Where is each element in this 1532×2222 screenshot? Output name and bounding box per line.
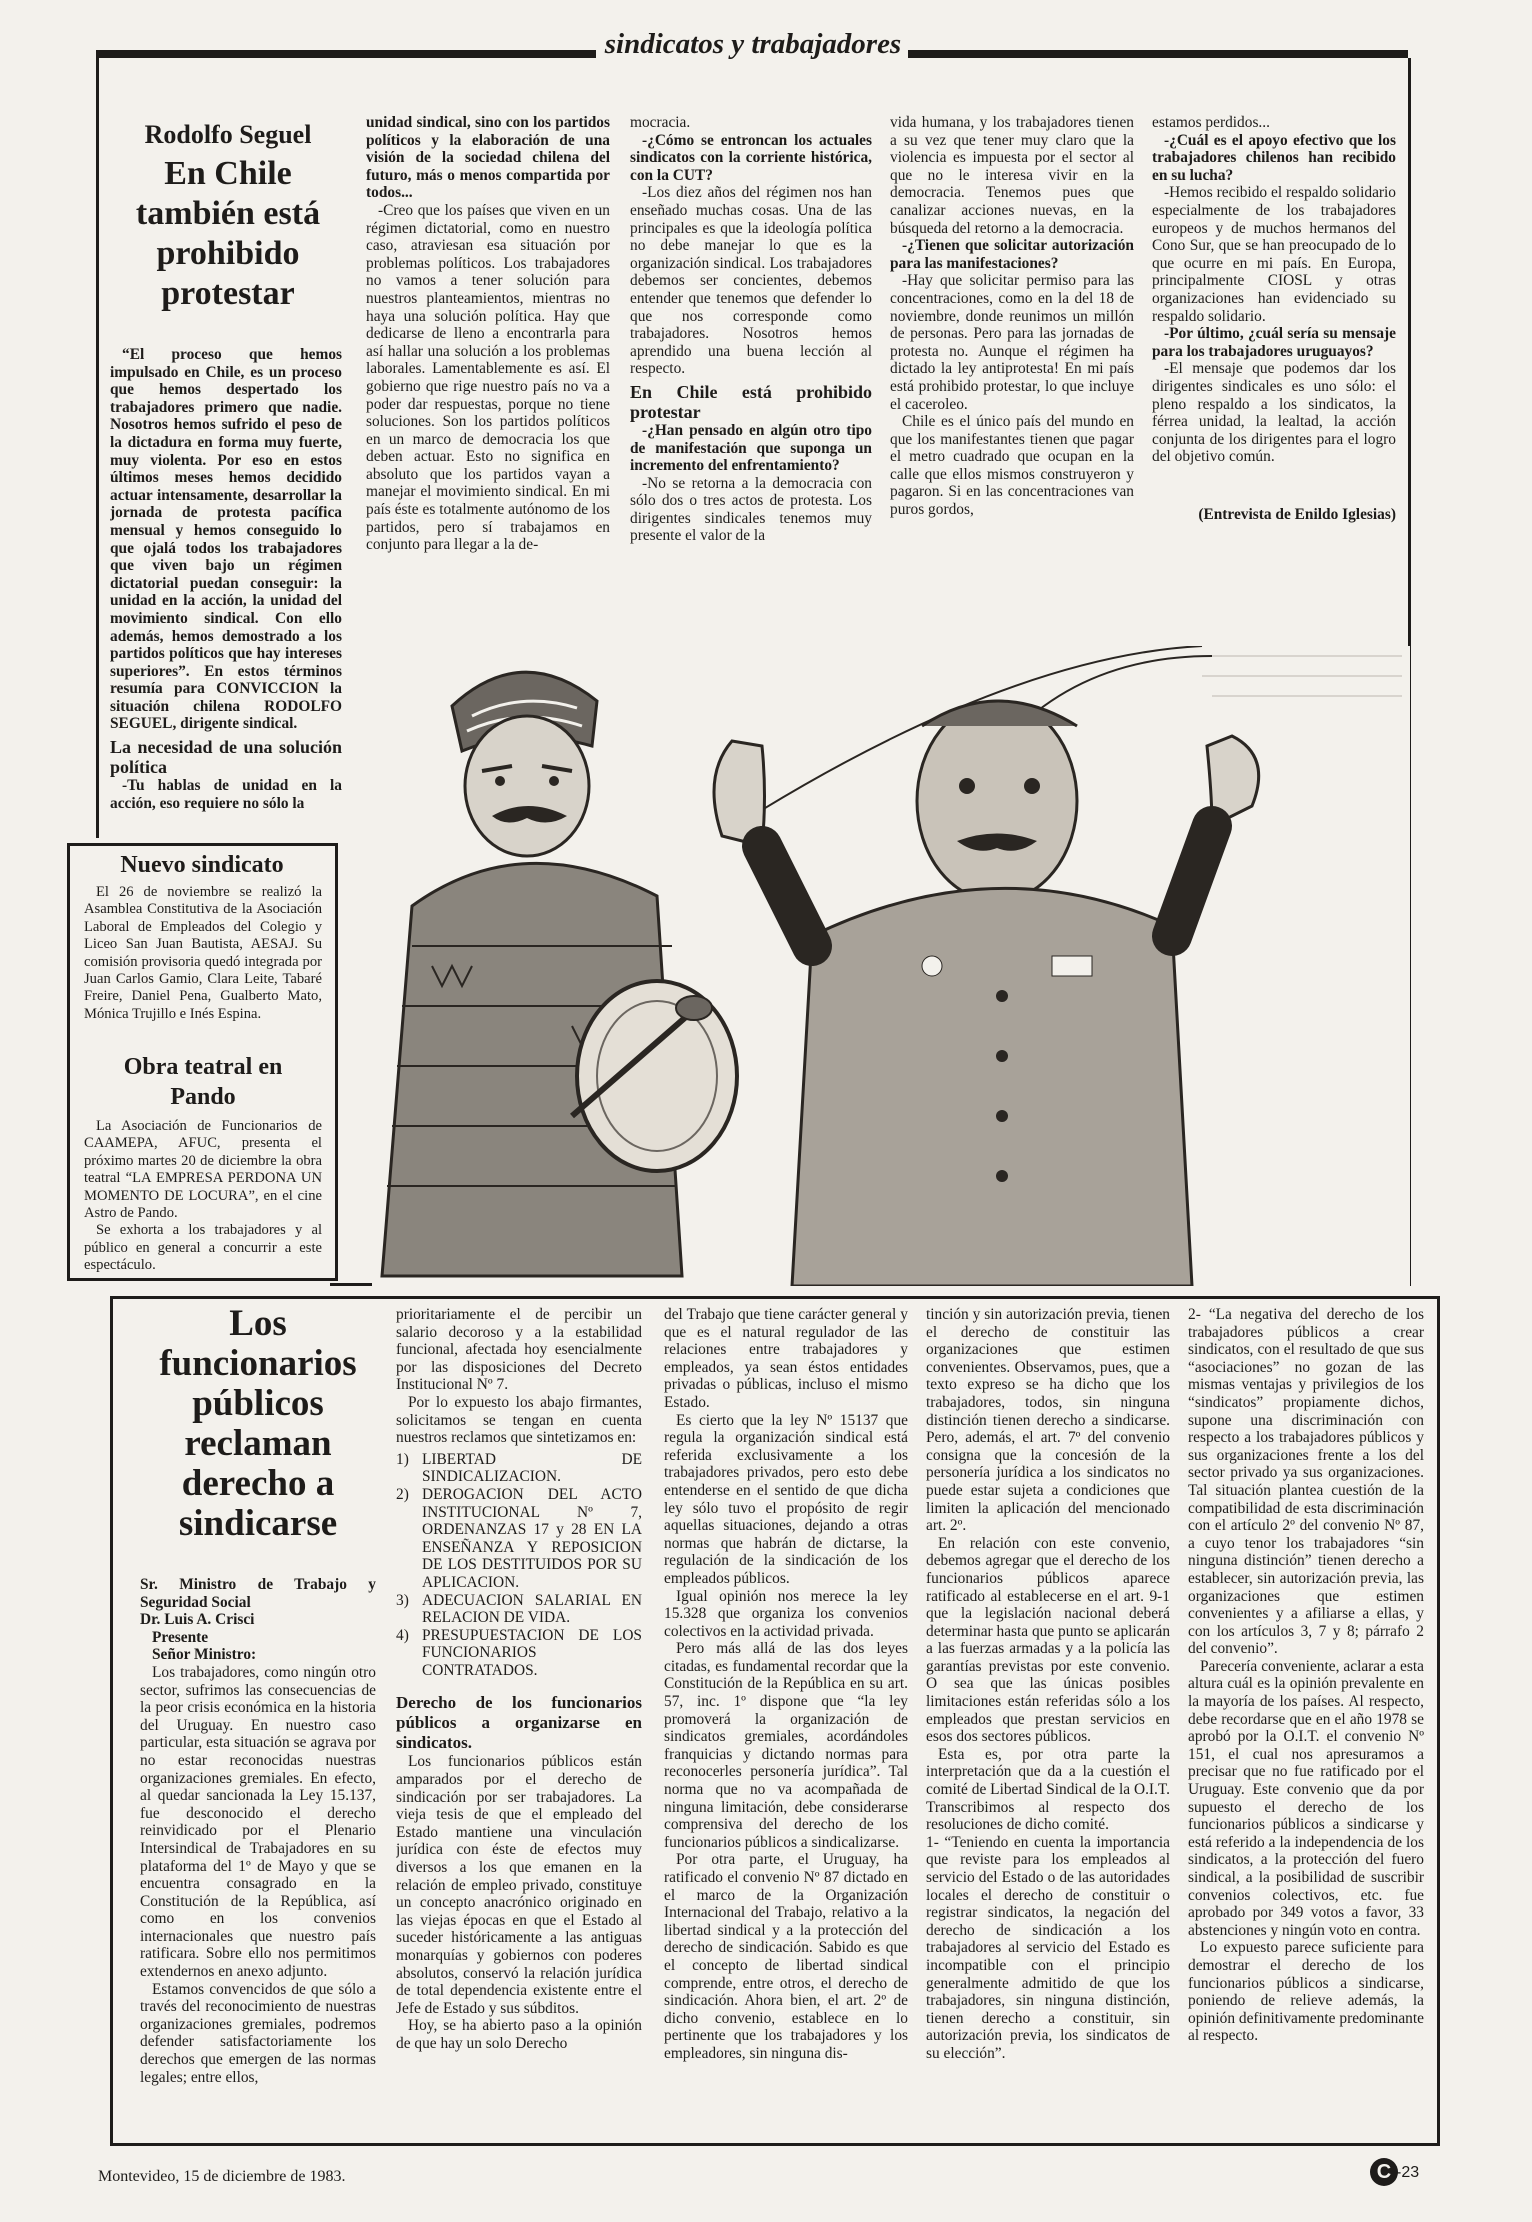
- footer-page-number: -23: [1396, 2164, 1420, 2181]
- seguel-col3-q2: -¿Han pensado en algún otro tipo de manifestación que suponga un incremento del enfrentamiento?: [630, 421, 872, 475]
- seguel-col3-b: -Los diez años del régimen nos han enseñado muchas cosas. Una de las principales es que la ideología política no debe manejar lo que es la organización sindical. Los trabajadores debemos ser concientes, debemos entender que tenemos que defender lo que nos corresponde como trabajadores. Nosotros hemos aprendido una buena lección al respecto.: [630, 184, 872, 378]
- seguel-col5-c: -El mensaje que podemos dar los dirigentes sindicales es uno sólo: el pleno respaldo a los sindicatos, la férrea unidad, la lealtad, la acción conjunta de los dirigentes para el logro del objetivo común.: [1152, 360, 1396, 466]
- func-c3e: Por otra parte, el Uruguay, ha ratificado el convenio Nº 87 dictado en el marco de la Organización Internacional del Trabajo, relativo a la libertad sindical y a la protección del derecho de sindicación. Sabido es que el concepto de libertad sindical comprende, entre otros, el derecho de sindicación. Ahora bien, el art. 2º de dicho convenio, establece en lo pertinente que los trabajadores y los empleadores, sin ninguna dis-: [664, 1851, 908, 2062]
- func-c1: Los trabajadores, como ningún otro sector, sufrimos las consecuencias de la peor crisis económica en la historia del Uruguay. En nuestro caso particular, esta situación se agrava por no estar reconocidas nuestras organizaciones gremiales. En efecto, al quedar sancionada la Ley 15.137, fue desconocido el derecho reinvidicado por el Plenario Intersindical de Trabajadores en su plataforma del 1º de Mayo y que se encuentra consagrado en la Constitución de la República, así como en los convenios internacionales que nuestro país ratificara. Sobre ello nos permitimos extendernos en anexo adjunto.: [140, 1663, 376, 1981]
- seguel-col4-c: Chile es el único país del mundo en que los manifestantes tienen que pagar el metro cuadrado que ocupan en la calle que ellos mismos construyeron y pagaron. Si en las concentraciones van puros gordos,: [890, 413, 1134, 519]
- func-col3: [664, 1306, 908, 2136]
- top-frame-left: [96, 58, 99, 838]
- func-addr4: Señor Ministro:: [152, 1646, 257, 1664]
- seguel-col4-b: -Hay que solicitar permiso para las concentraciones, como en la del 18 de noviembre, donde reunimos un millón de personas. Pero para las jornadas de protesta no. Aunque el régimen ha dictado la ley antiprotesta! En mi país está prohibido protestar, lo que incluye el caceroleo.: [890, 272, 1134, 413]
- func-c2b: Por lo expuesto los abajo firmantes, solicitamos se tengan en cuenta nuestros reclamos que sintetizamos en:: [396, 1393, 642, 1447]
- func-addr1: Sr. Ministro de Trabajo y Seguridad Social: [140, 1576, 376, 1611]
- seguel-author: Rodolfo Seguel: [144, 120, 312, 149]
- func-c4: tinción y sin autorización previa, tienen el derecho de constituir las organizaciones que estimen convenientes. Observamos, pues, que a texto expreso se ha dicho que los trabajadores, todos, sin ninguna distinción tienen derecho a sindicarse. Pero, además, el art. 7º del convenio consigna que la concesión de la personería jurídica a los sindicatos no puede estar sujeta a condiciones que limiten la aplicación del mencionado art. 2º.: [926, 1306, 1170, 1535]
- seguel-col4-a: vida humana, y los trabajadores tienen a su vez que tener muy claro que la violencia es impuesta por el sector al que no le interesa vivir en la democracia. Tenemos pues que canalizar acciones nuevas, en la búsqueda del retorno a la democracia.: [890, 114, 1134, 237]
- sidebox-text-nuevo: [84, 884, 322, 1044]
- seguel-col1: [110, 346, 342, 836]
- sidebox-text3: Se exhorta a los trabajadores y al público en general a concurrir a este espectáculo.: [84, 1222, 322, 1274]
- seguel-col3: [630, 114, 872, 594]
- sidebox-title-nuevo: Nuevo sindicato: [120, 852, 284, 878]
- func-c3c: Igual opinión nos merece la ley 15.328 que organiza los convenios colectivos en la actividad privada.: [664, 1587, 908, 1640]
- seguel-col5-a: estamos perdidos...: [1152, 114, 1270, 131]
- footer-dateline: Montevideo, 15 de diciembre de 1983.: [98, 2168, 346, 2185]
- seguel-col3-c: -No se retorna a la democracia con sólo dos o tres actos de protesta. Los dirigentes sindicales tenemos muy presente el valor de la: [630, 474, 872, 545]
- section-title: sindicatos y trabajadores: [604, 28, 902, 60]
- func-col4: [926, 1306, 1170, 2136]
- seguel-col5-b: -Hemos recibido el respaldo solidario especialmente de los trabajadores europeos y de muchos hermanos del Cono Sur, que se han preocupado de lo que ocurre en mi país. En Europa, principalmente CIOSL y otras organizaciones han evidenciado su respaldo solidario.: [1152, 184, 1396, 325]
- func-c2d: Hoy, se ha abierto paso a la opinión de que hay un solo Derecho: [396, 2017, 642, 2052]
- func-demands-list: [396, 1451, 642, 1680]
- seguel-col2-text: -Creo que los países que viven en un régimen dictatorial, como en nuestro caso, atraviesan esa situación por problemas políticos. Los trabajadores no vamos a tener solución para nuestros planteamientos, mientras no haya una solución política. Hay que dedicarse de lleno a encontrarla para así hallar una solución a los problemas laborales. Lamentablemente es así. El gobierno que rige nuestro país no va a poder dar respuestas, porque no tiene soluciones. Son los partidos políticos en un marco de democracia los que deben actuar. Esto no significa en absoluto que los partidos vayan a manejar el movimiento sindical. En mi país éste es totalmente autónomo de los partidos, pero sí trabajamos en conjunto para llegar a la de-: [366, 201, 610, 554]
- func-title: Los funcionarios públicos reclaman derecho a sindicarse: [159, 1303, 357, 1544]
- func-c3: del Trabajo que tiene carácter general y que es el natural regulador de las relaciones entre trabajadores y empleados, ya sean éstos entidades privadas o públicas, incluso el mismo Estado.: [664, 1306, 908, 1411]
- func-c3b: Es cierto que la ley Nº 15137 que regula la organización sindical está referida exclusivamente a los trabajadores privados, pero esto debe entenderse en el sentido de que dicha ley sólo tuvo el propósito de regir aquellas situaciones, dejando a otras normas que habrán de dictarse, la regulación de la sindicación de los empleados públicos.: [664, 1411, 908, 1587]
- seguel-sub1: La necesidad de una solución política: [110, 737, 342, 778]
- sidebox-text-obra: [84, 1118, 322, 1278]
- seguel-lead: “El proceso que hemos impulsado en Chile, es un proceso que hemos despertado los trabajadores primero que nadie. Nosotros hemos sufrido el peso de la dictadura en forma muy fuerte, muy violenta. Por eso en estos últimos meses hemos decidido actuar intensamente, desarrollar la jornada de protesta pacífica mensual y hemos conseguido lo que ojalá todos los trabajadores que viven bajo un régimen dictatorial puedan conseguir: la unidad en la acción, la unidad del movimiento sindical. Con ello además, hemos demostrado a los partidos políticos que hay intereses superiores”. En estos términos resumía para CONVICCION la situación chilena RODOLFO SEGUEL, dirigente sindical.: [110, 346, 342, 733]
- func-addr2: Dr. Luis A. Crisci: [140, 1611, 255, 1629]
- func-demand-3: 3) ADECUACION SALARIAL EN RELACION DE VIDA.: [396, 1591, 642, 1627]
- header-rule-right: [908, 50, 1408, 58]
- func-c5c: Lo expuesto parece suficiente para demostrar el derecho de los funcionarios públicos a sindicarse, poniendo de relieve además, la opinión definitivamente predominante al respecto.: [1188, 1939, 1424, 2045]
- func-col1: [140, 1576, 376, 2136]
- func-sub: Derecho de los funcionarios públicos a organizarse en sindicatos.: [396, 1693, 642, 1753]
- func-c2: prioritariamente el de percibir un salario decoroso y a la estabilidad funcional, afectada hoy esencialmente por las disposiciones del Decreto Institucional Nº 7.: [396, 1306, 642, 1394]
- seguel-col3-q: -¿Cómo se entroncan los actuales sindicatos con la corriente histórica, con la CUT?: [630, 131, 872, 184]
- sidebox-title-obra: Obra teatral en Pando: [123, 1054, 283, 1110]
- header-rule-left: [96, 50, 596, 58]
- func-addr3: Presente: [152, 1628, 209, 1646]
- seguel-q1: -Tu hablas de unidad en la acción, eso requiere no sólo la: [110, 777, 342, 812]
- seguel-col5-q2: -Por último, ¿cuál sería su mensaje para los trabajadores uruguayos?: [1152, 325, 1396, 360]
- func-c4b: En relación con este convenio, debemos agregar que el derecho de los funcionarios públicos aparece ratificado al establecerse en el art. 9-1 que la legislación nacional deberá determinar hasta que punto se aplicarán a las fuerzas armadas y a la policía las garantías previstas por este convenio. O sea que las únicas posibles limitaciones están referidas sólo a los empleados que prestan servicios en esos dos sectores públicos.: [926, 1534, 1170, 1746]
- func-c4c: Esta es, por otra parte la interpretación que da a la cuestión el comité de Libertad Sindical de la O.I.T. Transcribimos al respecto dos resoluciones de dicho comité.: [926, 1745, 1170, 1834]
- seguel-title: En Chile también está prohibido protestar: [135, 155, 321, 312]
- func-col5: [1188, 1306, 1424, 2136]
- func-demand-2: 2) DEROGACION DEL ACTO INSTITUCIONAL Nº 7, ORDENANZAS 17 y 28 EN LA ENSEÑANZA Y REPOSICION DE LOS DESTITUIDOS POR SU APLICACION.: [396, 1485, 642, 1591]
- func-col2: [396, 1306, 642, 2136]
- footer-logo: C: [1370, 2158, 1398, 2186]
- func-c4d: 1- “Teniendo en cuenta la importancia que reviste para los empleados al servicio del Estado o de las autoridades locales el derecho de constituir o registrar sindicatos, la negación del derecho de sindicación a los trabajadores al servicio del Estado es incompatible con el principio generalmente admitido de que los trabajadores, sin ninguna distinción, tienen derecho a constituir, sin autorización previa, los sindicatos de su elección”.: [926, 1833, 1170, 2062]
- sidebox-text2: La Asociación de Funcionarios de CAAMEPA, AFUC, presenta el próximo martes 20 de diciembre la obra teatral “LA EMPRESA PERDONA UN MOMENTO DE LOCURA”, en el cine Astro de Pando.: [84, 1118, 322, 1222]
- seguel-col3-a: mocracia.: [630, 114, 691, 131]
- func-demand-4: 4) PRESUPUESTACION DE LOS FUNCIONARIOS CONTRATADOS.: [396, 1626, 642, 1679]
- seguel-col2-b: unidad sindical, sino con los partidos políticos y la elaboración de una visión de la sociedad chilena del futuro, más o menos compartida por todos...: [366, 114, 610, 202]
- func-demand-1: 1) LIBERTAD DE SINDICALIZACION.: [396, 1450, 642, 1486]
- seguel-col5: [1152, 114, 1396, 594]
- func-c2c: Los funcionarios públicos están amparados por el derecho de sindicación por ser trabajadores. La vieja tesis de que el empleado del Estado mantiene una vinculación jurídica con éste de efectos muy diversos a los que emanen en la relación de empleo privado, constituye un concepto anacrónico originado en las viejas épocas en que el Estado al suceder históricamente a las antiguas monarquías y gobiernos con poderes absolutos, conservó la relación jurídica de total dependencia existente entre el Jefe de Estado y sus súbditos.: [396, 1753, 642, 2017]
- seguel-sub2: En Chile está prohibido protestar: [630, 381, 872, 422]
- seguel-credit: (Entrevista de Enildo Iglesias): [1198, 505, 1396, 523]
- seguel-col4: [890, 114, 1134, 594]
- func-c5b: Parecería conveniente, aclarar a esta altura cuál es la opinión prevalente en la mayoría de los países. Al respecto, debe recordarse que en el año 1978 se aprobó por la O.I.T. el convenio Nº 151, el cual nos apresuramos a precisar que no fue ratificado por el Uruguay. Este convenio que da por supuesto el derecho de los funcionarios públicos a sindicarse y está referido a la independencia de los sindicatos, a la protección del fuero sindical, a la posibilidad de suscribir convenios colectivos, etc. fue aprobado por 349 votos a favor, 33 abstenciones y ningún voto en contra.: [1188, 1657, 1424, 1939]
- seguel-col4-q: -¿Tienen que solicitar autorización para las manifestaciones?: [890, 237, 1134, 272]
- cartoon-illustration: [372, 646, 1410, 1286]
- sidebox-text1: El 26 de noviembre se realizó la Asamblea Constitutiva de la Asociación Laboral de Empleados del Colegio y Liceo San Juan Bautista, AESAJ. Su comisión provisoria quedó integrada por Juan Carlos Gamio, Clara Leite, Tabaré Freire, Daniel Pena, Gualberto Mato, Mónica Trujillo e Inés Espina.: [84, 884, 322, 1022]
- func-c5: 2- “La negativa del derecho de los trabajadores públicos a crear sindicatos, con el resultado de que sus “asociaciones” no gozan de las mismas ventajas y privilegios de los “sindicatos” propiamente dichos, supone una discriminación con respecto a los trabajadores públicos y sus organizaciones frente a los del sector privado ya sus organizaciones. Tal situación plantea cuestión de la compatibilidad de esta discriminación con el artículo 2º del convenio Nº 87, a cuyo tenor los trabajadores “sin ninguna distinción” tienen derecho a establecer, sin autorización previa, las organizaciones que estimen convenientes y a afiliarse a ellas, y con los artículos 3, 7 y 8; párrafo 2 del convenio”.: [1188, 1306, 1424, 1658]
- func-c3d: Pero más allá de las dos leyes citadas, es fundamental recordar que la Constitución de la República en su art. 57, inc. 1º dispone que “la ley promoverá la organización de sindicatos gremiales, acordándoles franquicias y dictando normas para reconocerles personería jurídica”. Tal norma que no va acompañada de ninguna limitación, debe considerarse comprensiva del derecho de los funcionarios públicos a sindicalizarse.: [664, 1640, 908, 1851]
- seguel-col5-q: -¿Cuál es el apoyo efectivo que los trabajadores chilenos han recibido en su lucha?: [1152, 131, 1396, 184]
- func-c1b: Estamos convencidos de que sólo a través del reconocimiento de nuestras organizaciones gremiales, podremos defender satisfactoriamente los derechos que emergen de las normas legales; entre ellos,: [140, 1980, 376, 2086]
- seguel-col2: [366, 114, 610, 594]
